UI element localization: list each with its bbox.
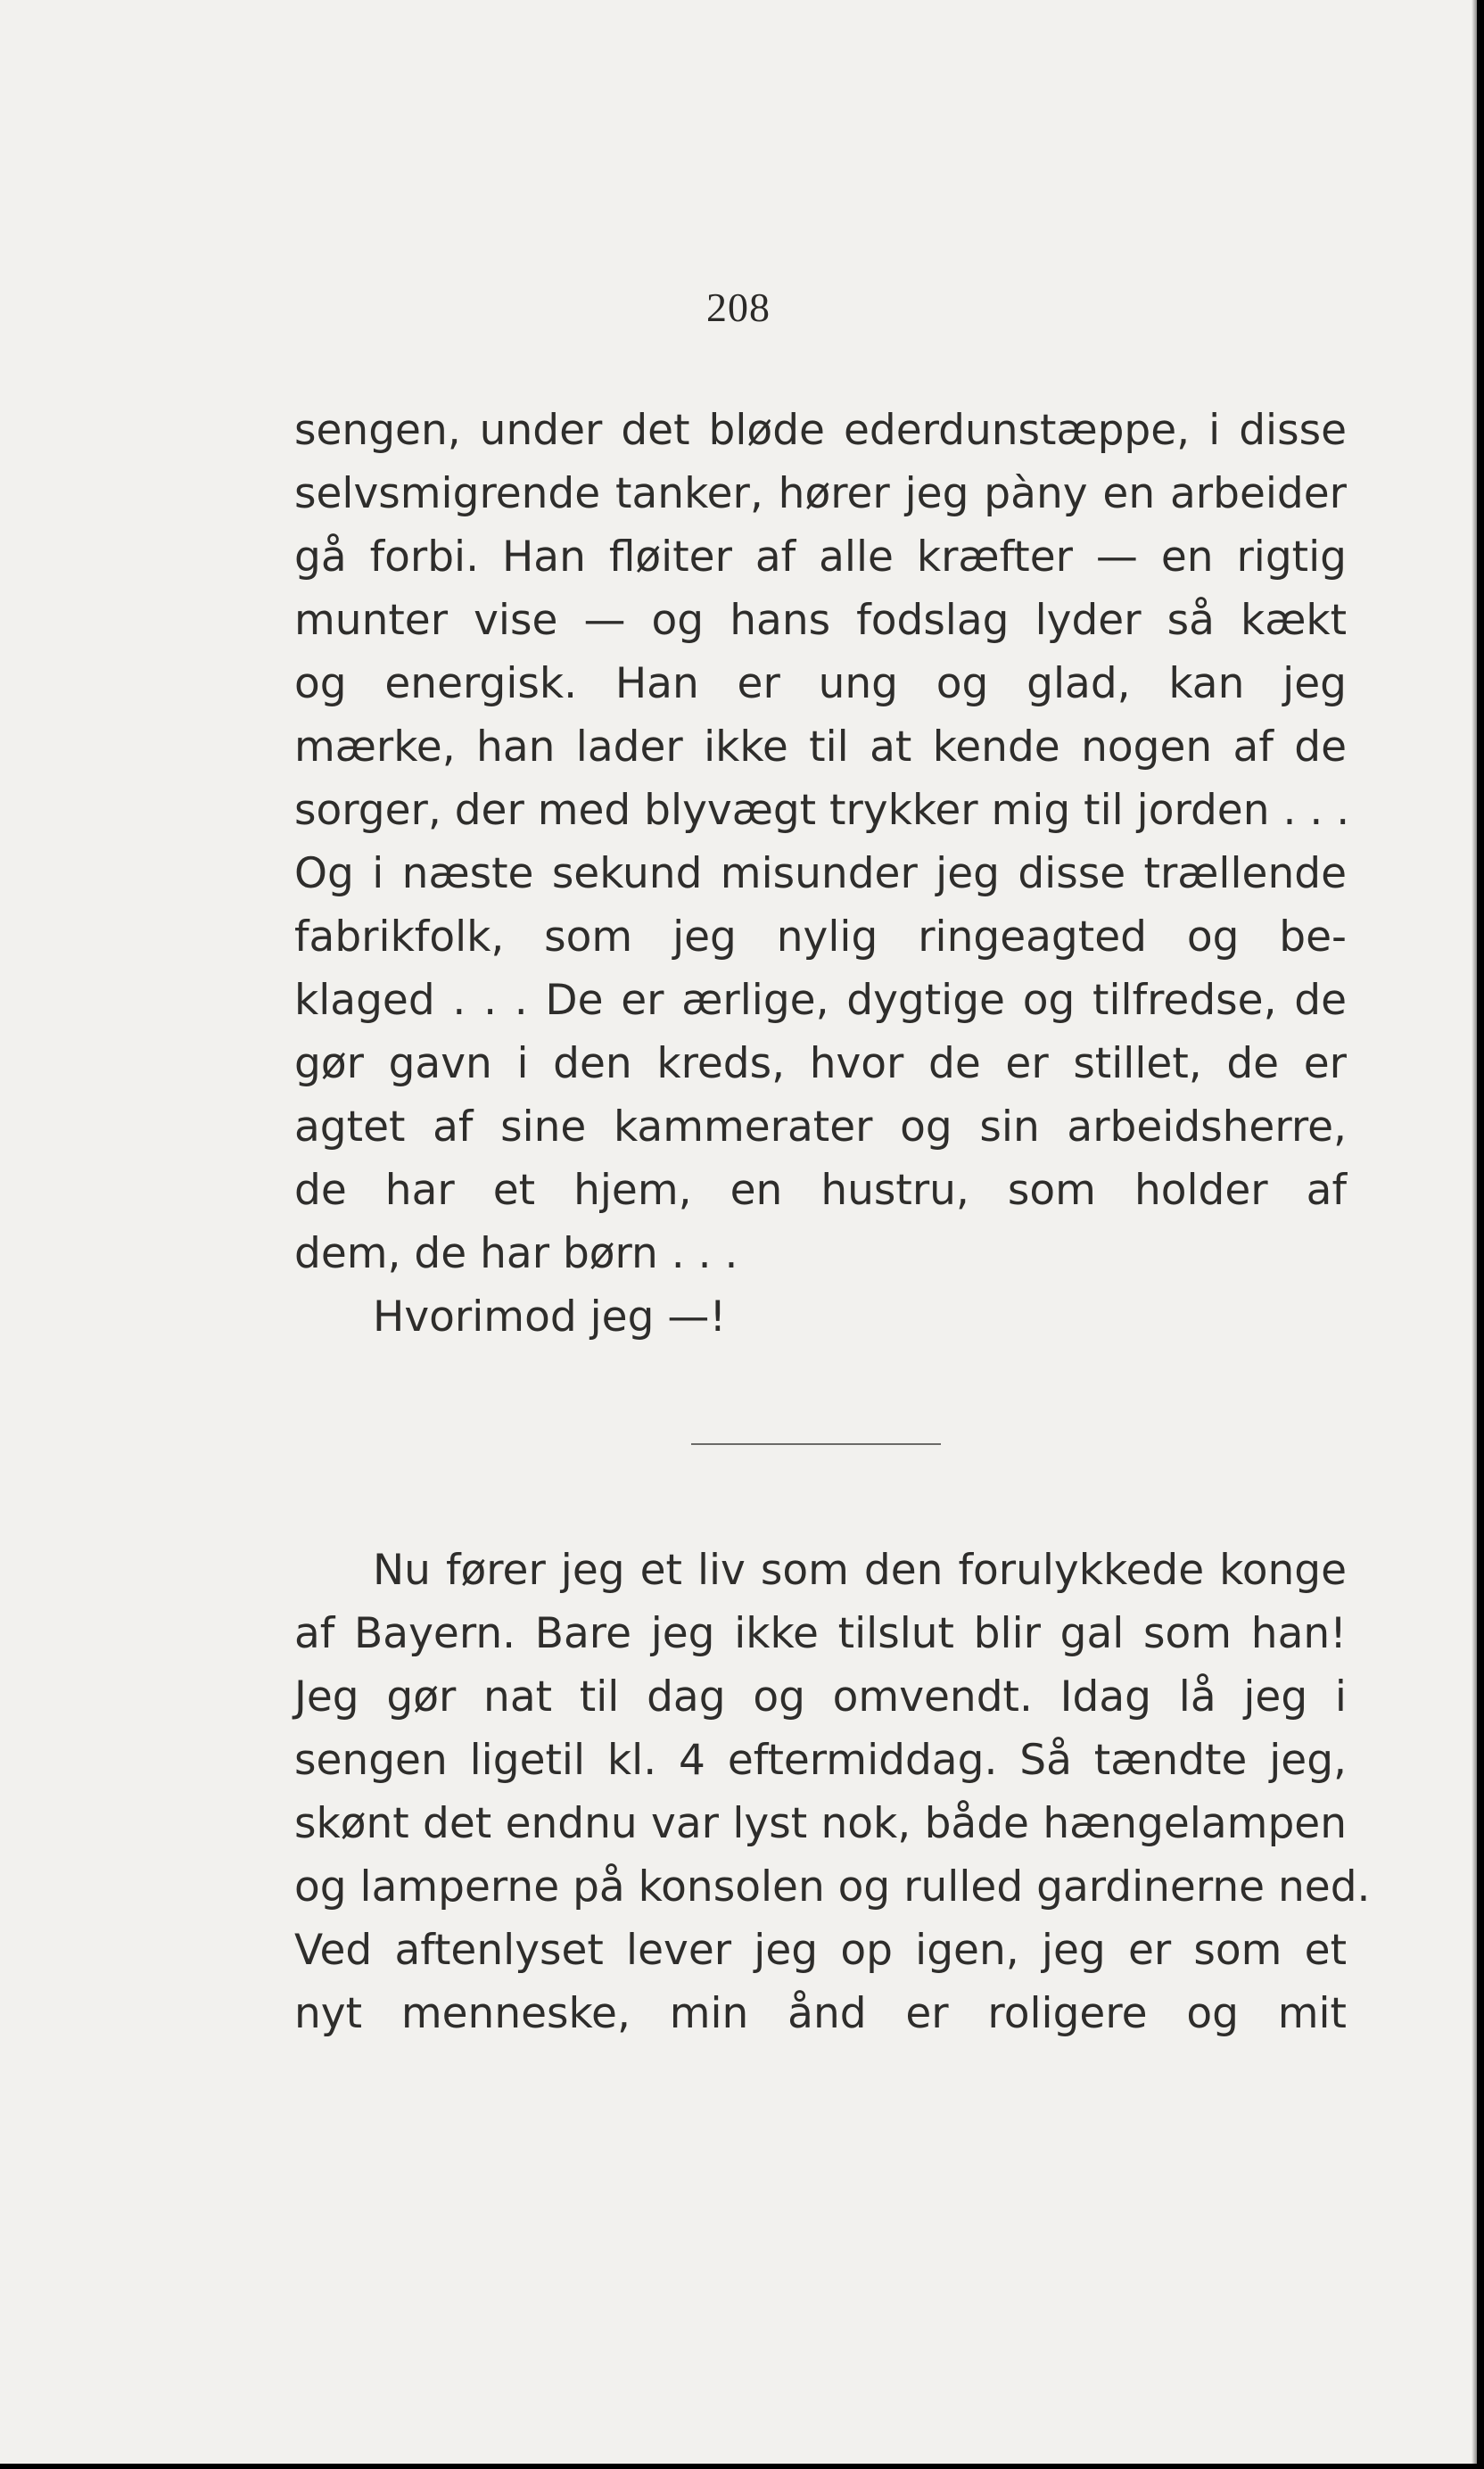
text-line: og lamperne på konsolen og rulled gardinerne ned.: [294, 1862, 1371, 1912]
text-line: sengen, under det bløde ederdunstæppe, i disse: [294, 406, 1347, 455]
text-line: nyt menneske, min ånd er roligere og mit: [294, 1989, 1347, 2038]
text-line: de har et hjem, en hustru, som holder af: [294, 1166, 1347, 1215]
text-line-indented: Hvorimod jeg —!: [373, 1292, 727, 1342]
text-line: selvsmigrende tanker, hører jeg pàny en arbeider: [294, 469, 1347, 518]
text-line: sengen ligetil kl. 4 eftermiddag. Så tændte jeg,: [294, 1736, 1347, 1785]
text-line: gå forbi. Han fløiter af alle kræfter — en rigtig: [294, 533, 1347, 582]
text-line: klaged . . . De er ærlige, dygtige og tilfredse, de: [294, 976, 1347, 1025]
section-divider: [691, 1443, 941, 1445]
text-line: Og i næste sekund misunder jeg disse trællende: [294, 849, 1347, 898]
page-number: 208: [706, 285, 771, 330]
page-edge-shadow: [1472, 0, 1477, 2464]
text-line: af Bayern. Bare jeg ikke tilslut blir gal som han!: [294, 1609, 1347, 1658]
body-text-lower: [294, 1539, 1371, 2045]
text-line: munter vise — og hans fodslag lyder så kækt: [294, 596, 1347, 645]
text-line: og energisk. Han er ung og glad, kan jeg: [294, 659, 1347, 708]
text-line: sorger, der med blyvægt trykker mig til jorden . . .: [294, 786, 1350, 835]
text-line: dem, de har børn . . .: [294, 1229, 738, 1278]
text-line: mærke, han lader ikke til at kende nogen af de: [294, 723, 1347, 772]
text-line: Ved aftenlyset lever jeg op igen, jeg er som et: [294, 1926, 1347, 1975]
body-text-upper: [294, 399, 1350, 1349]
text-line: agtet af sine kammerater og sin arbeidsherre,: [294, 1102, 1347, 1152]
text-line: Nu fører jeg et liv som den forulykkede konge: [373, 1546, 1347, 1595]
text-line: Jeg gør nat til dag og omvendt. Idag lå jeg i: [294, 1672, 1347, 1722]
text-line: gør gavn i den kreds, hvor de er stillet, de er: [294, 1039, 1347, 1088]
text-line: fabrikfolk, som jeg nylig ringeagted og be-: [294, 912, 1347, 962]
text-line: skønt det endnu var lyst nok, både hængelampen: [294, 1799, 1347, 1848]
